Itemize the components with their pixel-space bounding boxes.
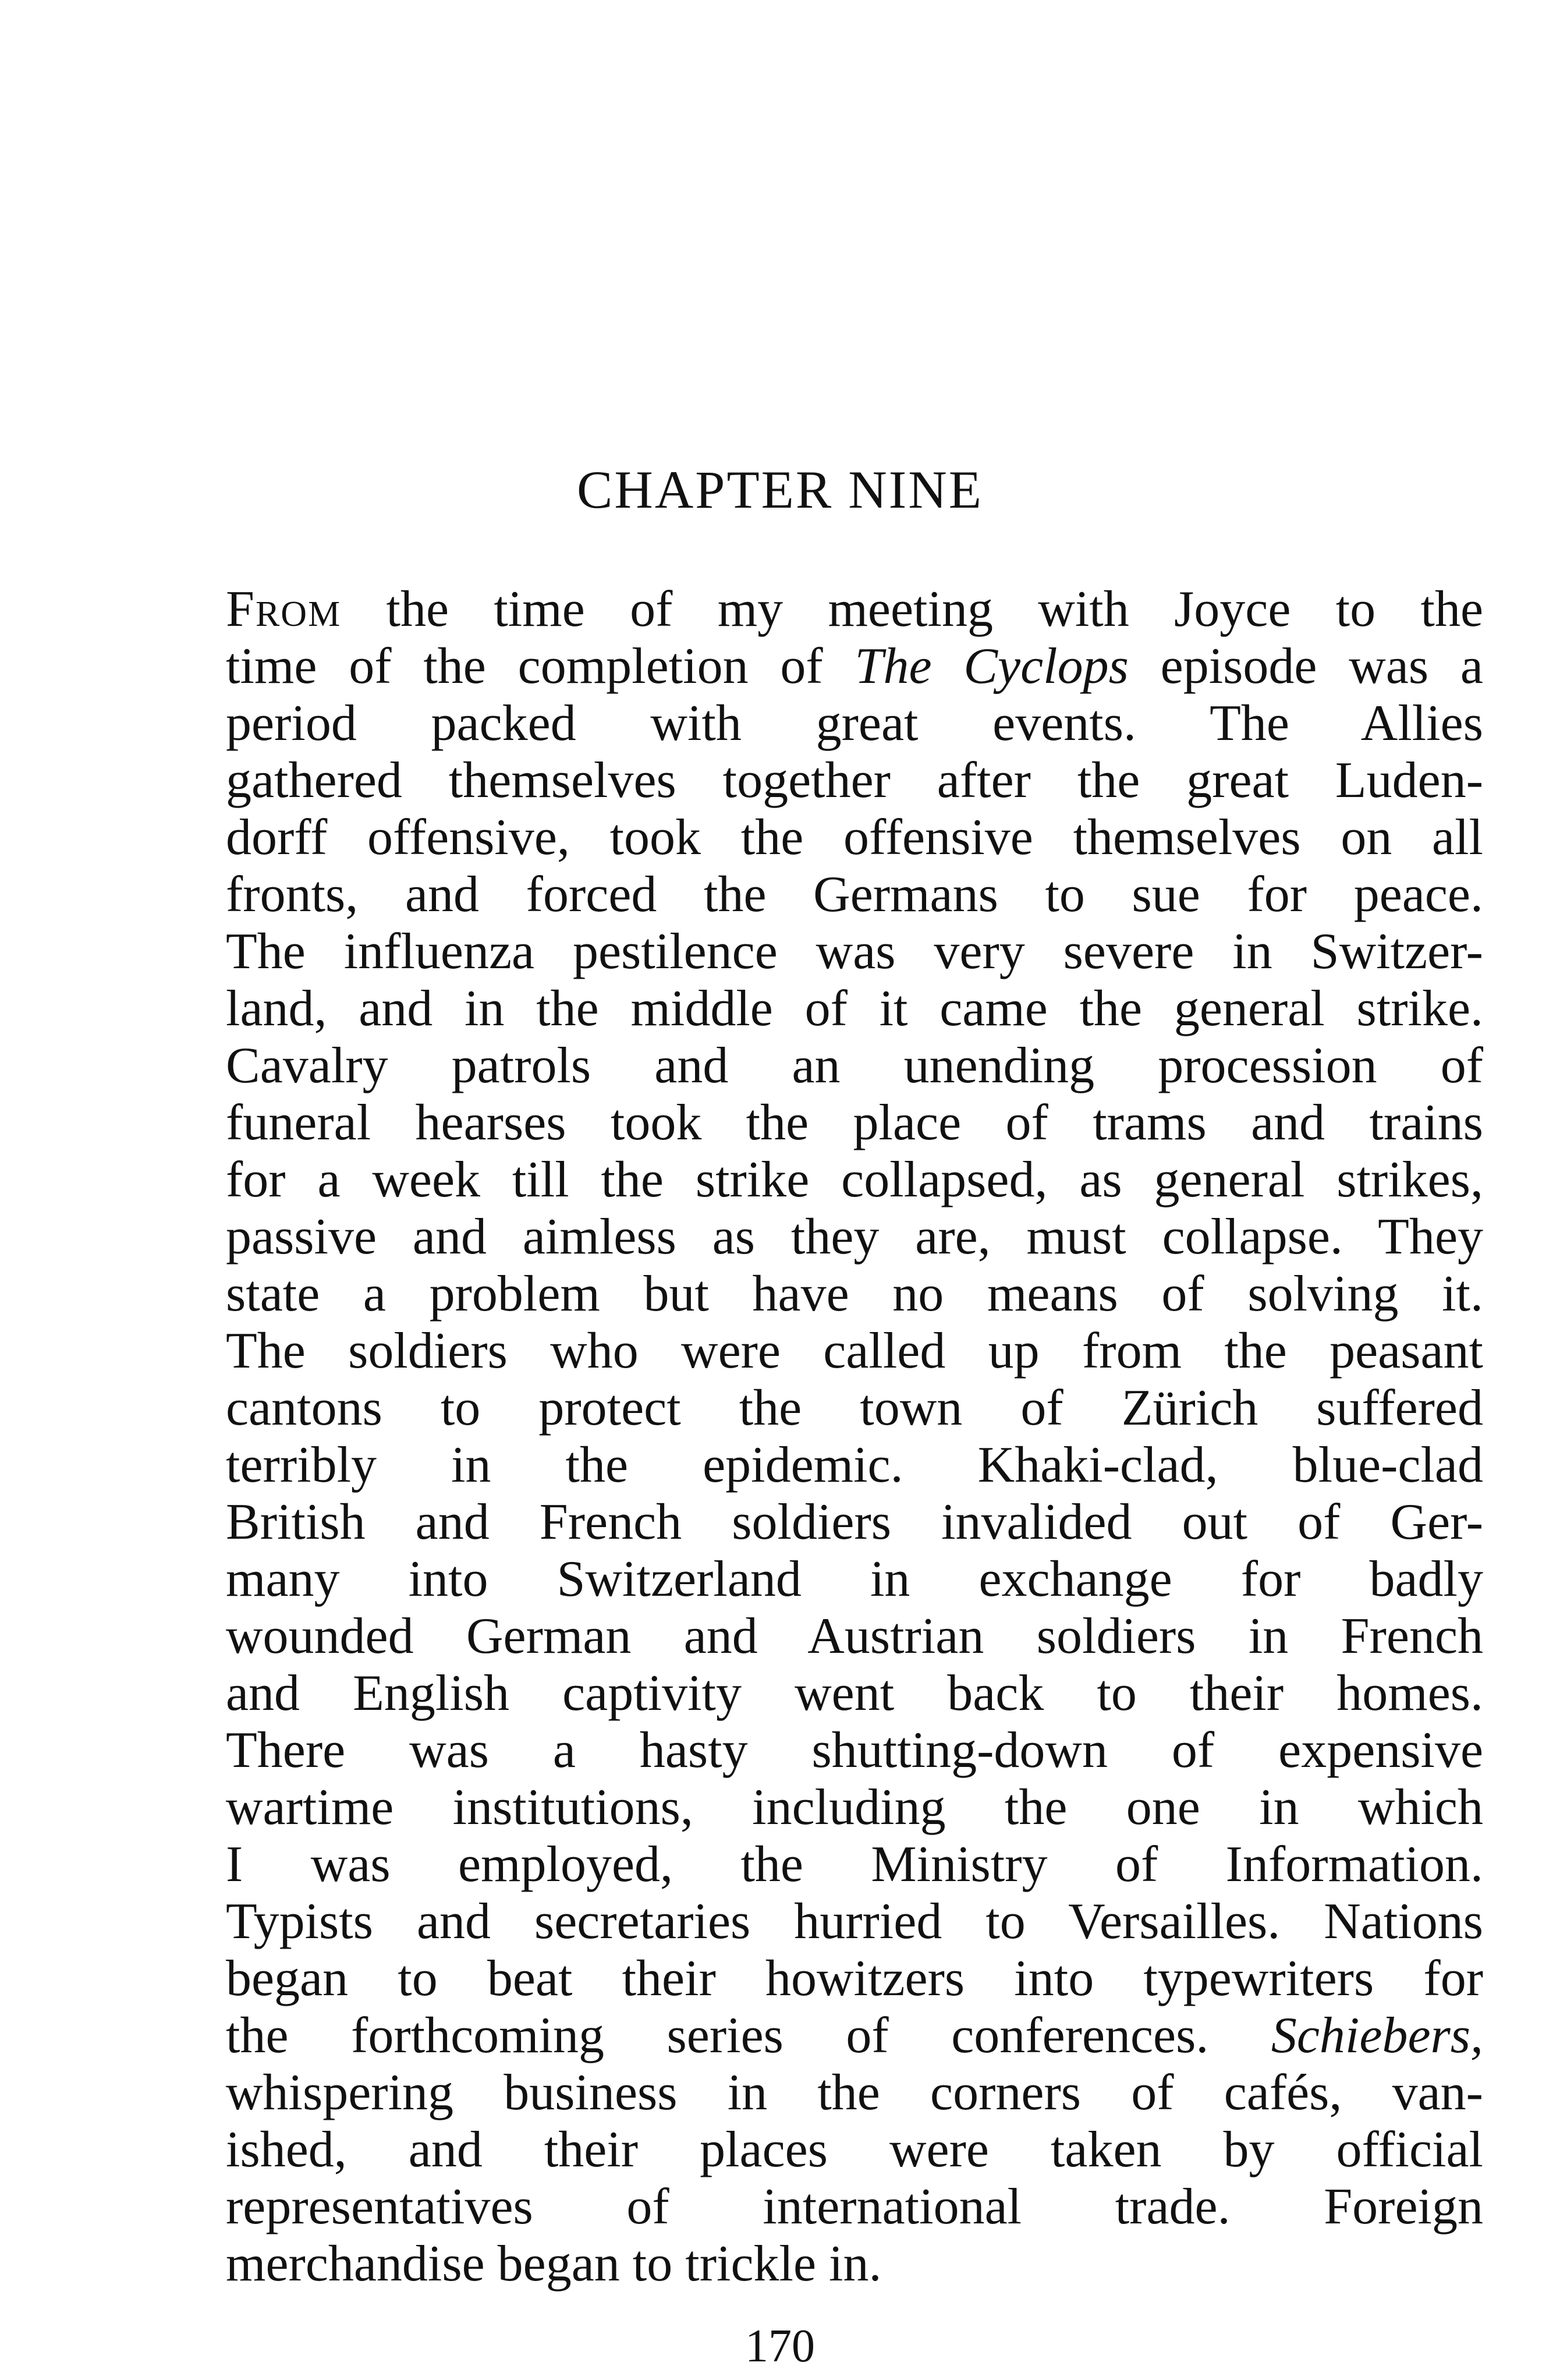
text-line: the forthcoming series of conferences. Schiebers, — [226, 2007, 1483, 2064]
text-line: time of the completion of The Cyclops episode was a — [226, 638, 1483, 695]
text-line: period packed with great events. The Allies — [226, 695, 1483, 752]
text-line: cantons to protect the town of Zürich suffered — [226, 1380, 1483, 1436]
text-line: terribly in the epidemic. Khaki-clad, blue-clad — [226, 1437, 1483, 1493]
text-line: I was employed, the Ministry of Information. — [226, 1836, 1483, 1893]
text-line: The soldiers who were called up from the peasant — [226, 1323, 1483, 1379]
text-line: Typists and secretaries hurried to Versailles. Nations — [226, 1893, 1483, 1950]
text-line: There was a hasty shutting-down of expensive — [226, 1722, 1483, 1779]
text-line: dorff offensive, took the offensive themselves on all — [226, 809, 1483, 866]
text-line: for a week till the strike collapsed, as general strikes, — [226, 1152, 1483, 1208]
italic-term: Schiebers, — [1271, 2007, 1483, 2064]
page-number: 170 — [745, 2321, 815, 2372]
text-line: land, and in the middle of it came the general strike. — [226, 980, 1483, 1037]
text-line: wartime institutions, including the one in which — [226, 1779, 1483, 1836]
text-line: ished, and their places were taken by official — [226, 2122, 1483, 2178]
text-line: gathered themselves together after the great Luden- — [226, 752, 1483, 809]
text-line: funeral hearses took the place of trams and trains — [226, 1095, 1483, 1151]
text-line: passive and aimless as they are, must collapse. They — [226, 1209, 1483, 1265]
text-line: The influenza pestilence was very severe in Switzer- — [226, 923, 1483, 980]
text-line: From the time of my meeting with Joyce to the — [226, 581, 1483, 638]
text-line: merchandise began to trickle in. — [226, 2236, 882, 2292]
chapter-heading: CHAPTER NINE — [577, 460, 983, 519]
text-line: whispering business in the corners of cafés, van- — [226, 2064, 1483, 2121]
text-line: wounded German and Austrian soldiers in French — [226, 1608, 1483, 1664]
text-line: and English captivity went back to their homes. — [226, 1665, 1483, 1722]
drop-word: From — [226, 581, 342, 638]
text-line: state a problem but have no means of solving it. — [226, 1266, 1483, 1322]
text-line: representatives of international trade. Foreign — [226, 2179, 1483, 2235]
body-paragraph — [226, 581, 1483, 2293]
text-line: Cavalry patrols and an unending procession of — [226, 1037, 1483, 1094]
text-line: many into Switzerland in exchange for badly — [226, 1551, 1483, 1607]
text-line: British and French soldiers invalided out of Ger- — [226, 1494, 1483, 1550]
text-line: began to beat their howitzers into typewriters for — [226, 1950, 1483, 2007]
text-line: fronts, and forced the Germans to sue for peace. — [226, 866, 1483, 923]
episode-title: The Cyclops — [855, 638, 1129, 695]
